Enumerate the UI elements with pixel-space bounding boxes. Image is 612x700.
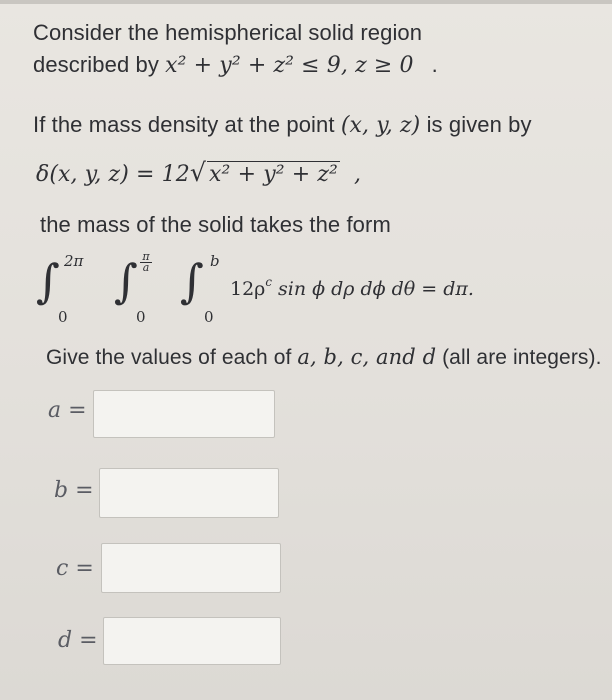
density-comma: , (353, 162, 362, 187)
density-radicand: x² + y² + z² (209, 162, 338, 187)
point-xyz: (x, y, z) (340, 113, 421, 138)
line2-period: . (431, 52, 438, 77)
instruction-variables: a, b, c, and d (297, 345, 437, 369)
answer-label-d: d = (58, 628, 98, 653)
problem-line-1 (33, 20, 422, 46)
integrand-differentials: sin ϕ dρ dϕ dθ = dπ. (271, 278, 474, 300)
instruction-line (46, 345, 602, 370)
problem-line-3 (33, 112, 532, 138)
answer-input-c[interactable] (101, 543, 281, 593)
answer-label-b: b = (54, 478, 94, 503)
answer-label-c: c = (56, 556, 94, 581)
line3-end: is given by (420, 112, 532, 137)
integral-sign-3: ∫ (180, 254, 204, 308)
integrand (230, 275, 474, 300)
instruction-text: Give the values of each of (46, 346, 298, 369)
lower-limit-2: 0 (136, 308, 146, 326)
sqrt-symbol: √ (189, 158, 207, 187)
lower-limit-3: 0 (204, 308, 214, 326)
triple-integral (36, 248, 556, 328)
lower-limit-1: 0 (58, 308, 68, 326)
top-edge (0, 0, 612, 4)
density-formula (36, 158, 361, 187)
answer-input-a[interactable] (93, 390, 275, 438)
line1-text: Consider the hemispherical solid region (33, 20, 423, 45)
problem-line-5 (40, 212, 391, 238)
integral-sign-1: ∫ (36, 254, 60, 308)
upper-limit-2-numerator: π (140, 252, 152, 263)
answer-input-d[interactable] (103, 617, 281, 665)
line5-text: the mass of the solid takes the form (40, 212, 391, 237)
region-inequality: x² + y² + z² ≤ 9, z ≥ 0 (165, 53, 414, 78)
upper-limit-2 (140, 252, 152, 273)
instruction-end: (all are integers). (436, 346, 602, 369)
integrand-coefficient: 12ρ (230, 278, 266, 300)
density-lhs: δ(x, y, z) = 12 (36, 162, 190, 187)
integral-sign-2: ∫ (114, 254, 138, 308)
upper-limit-3: b (210, 252, 220, 270)
line3-text: If the mass density at the point (33, 112, 341, 137)
answer-label-a: a = (48, 398, 87, 423)
upper-limit-2-denominator: a (142, 261, 150, 274)
integrand-exponent: c (265, 275, 272, 290)
problem-line-2 (33, 52, 438, 78)
answer-input-b[interactable] (99, 468, 279, 518)
line2-text: described by (33, 52, 166, 77)
upper-limit-1: 2π (64, 252, 84, 270)
